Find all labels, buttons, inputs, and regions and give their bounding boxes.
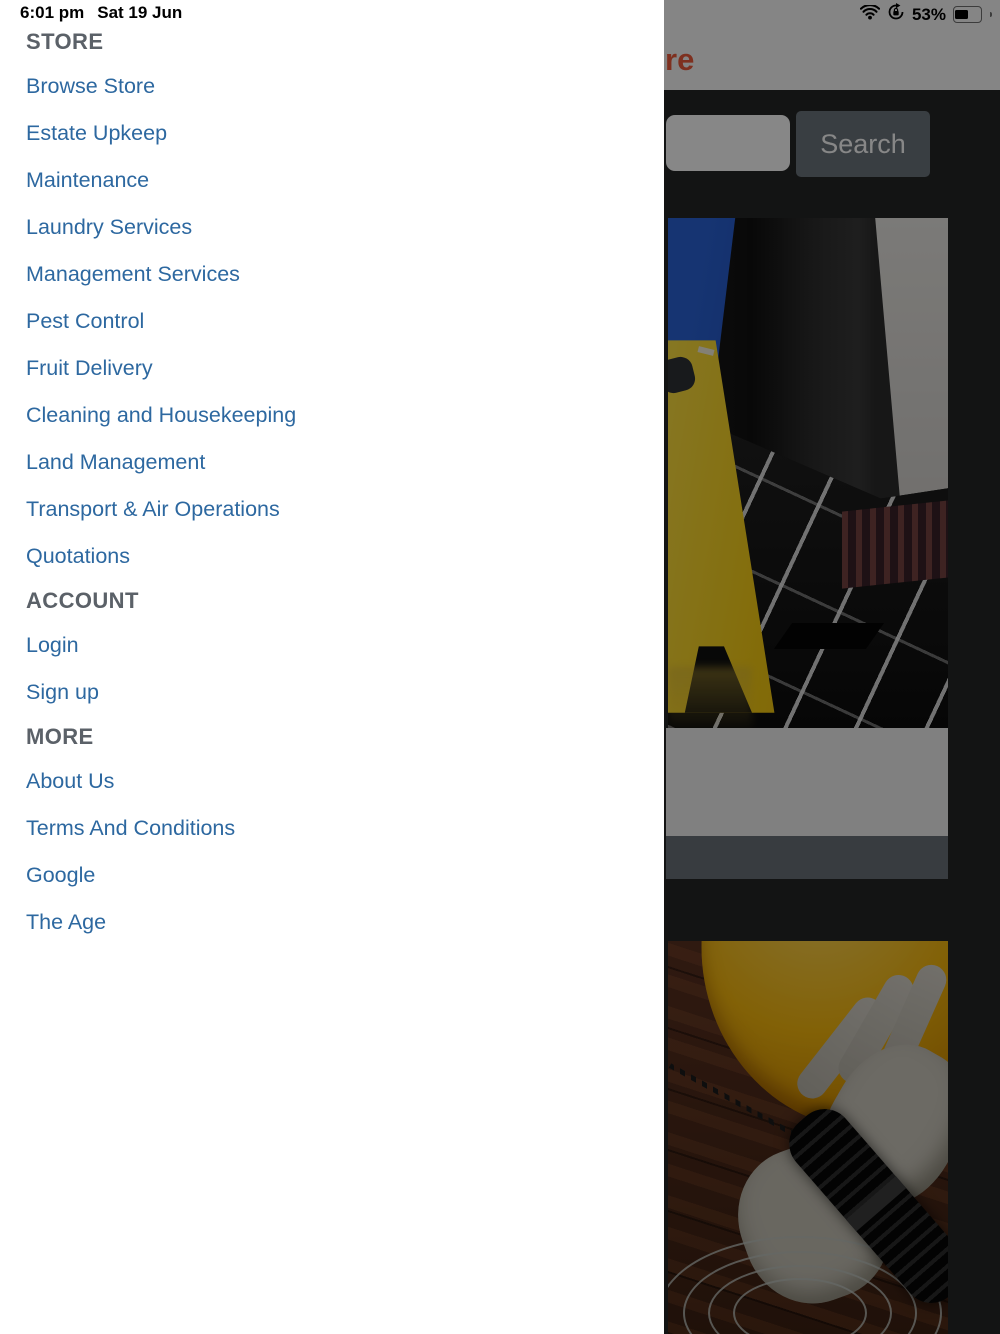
menu-item-cleaning-and-housekeeping[interactable]: Cleaning and Housekeeping [26,403,297,427]
battery-icon [953,6,982,23]
menu-item-estate-upkeep[interactable]: Estate Upkeep [26,121,168,145]
menu-item-laundry-services[interactable]: Laundry Services [26,215,193,239]
menu-item-sign-up[interactable]: Sign up [26,680,99,704]
menu-item-transport-air-operations[interactable]: Transport & Air Operations [26,497,280,521]
menu-item-the-age[interactable]: The Age [26,910,107,934]
menu-item-quotations[interactable]: Quotations [26,544,130,568]
dim-overlay[interactable] [664,0,1000,1334]
menu-item-land-management[interactable]: Land Management [26,450,206,474]
rotation-lock-icon [887,3,905,26]
menu-section-header: ACCOUNT [26,588,139,613]
status-left [20,3,182,23]
battery-nub [990,12,992,17]
menu-item-login[interactable]: Login [26,633,79,657]
menu-section-header: STORE [26,29,104,54]
menu-item-management-services[interactable]: Management Services [26,262,240,286]
battery-fill [955,10,968,19]
menu-item-maintenance[interactable]: Maintenance [26,168,150,192]
menu-item-fruit-delivery[interactable]: Fruit Delivery [26,356,153,380]
status-bar [0,0,1000,26]
status-right [860,3,992,26]
site-logo-text[interactable]: re [665,42,695,77]
drawer-menu [0,0,664,946]
menu-item-pest-control[interactable]: Pest Control [26,309,145,333]
search-button[interactable]: Search [796,111,930,177]
wifi-icon [860,5,880,25]
status-date: Sat 19 Jun [97,3,183,22]
battery-percent-label: 53% [911,4,946,24]
status-time: 6:01 pm [20,3,85,22]
menu-item-about-us[interactable]: About Us [26,769,115,793]
menu-item-browse-store[interactable]: Browse Store [26,74,156,98]
menu-item-google[interactable]: Google [26,863,96,887]
menu-section-header: MORE [26,724,94,749]
menu-item-terms-and-conditions[interactable]: Terms And Conditions [26,816,236,840]
